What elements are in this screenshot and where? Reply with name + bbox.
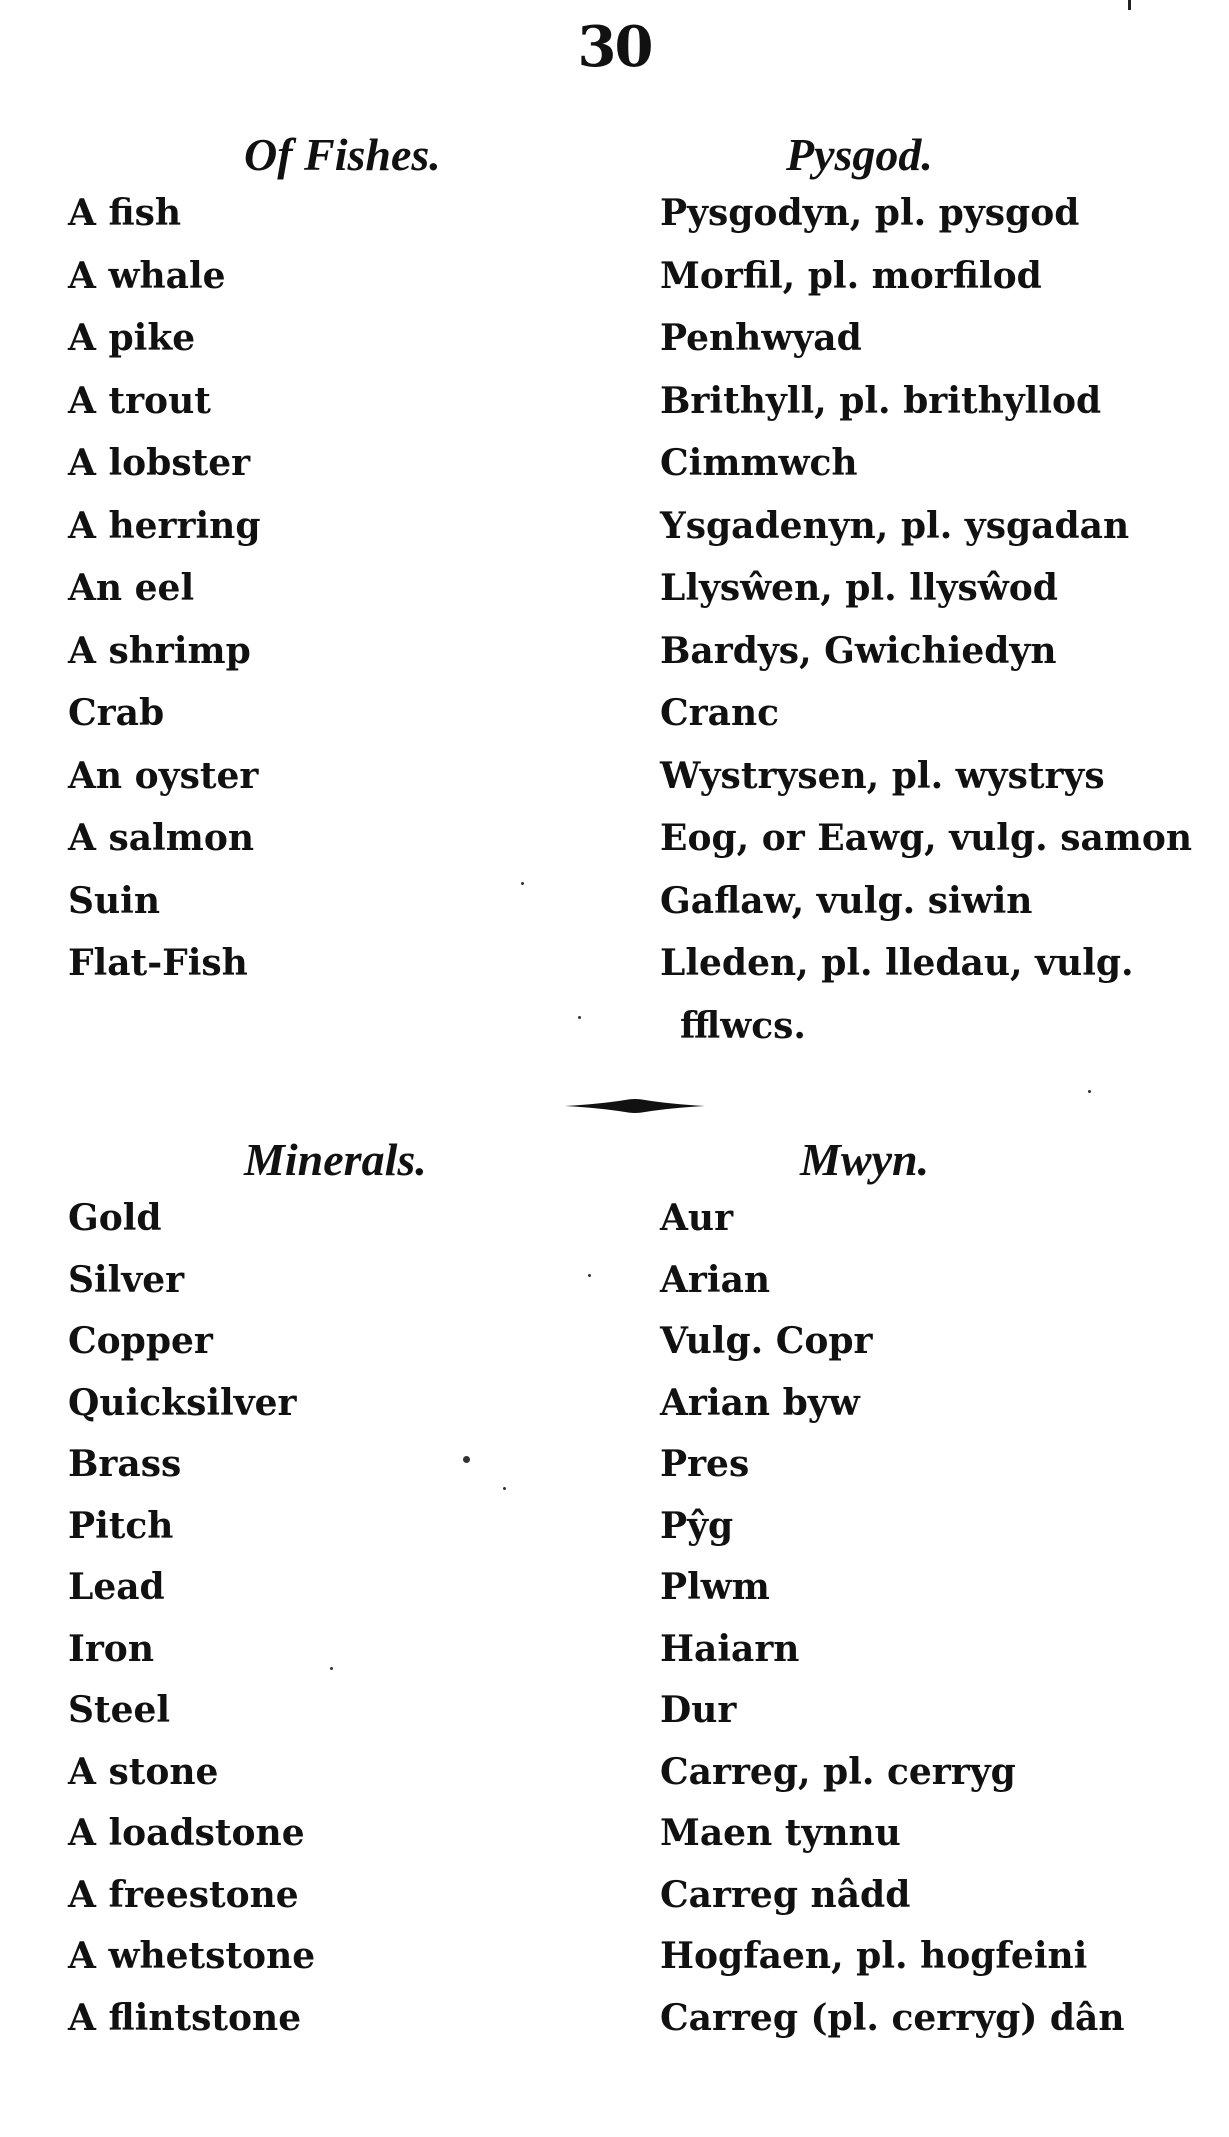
fishes-section (0, 128, 1229, 1069)
list-item (0, 442, 1229, 505)
english-term: Iron (68, 1627, 154, 1670)
list-item (0, 880, 1229, 943)
welsh-term: Morfil, pl. morfilod (660, 254, 1042, 297)
page-number: 30 (577, 14, 652, 80)
welsh-term: Pŷg (660, 1504, 734, 1547)
ornamental-divider-icon (565, 1098, 705, 1114)
list-item (0, 1628, 1229, 1690)
english-term: A flintstone (68, 1996, 302, 2039)
print-speck (463, 1456, 470, 1463)
english-term: A shrimp (68, 629, 251, 672)
welsh-term: Cranc (660, 692, 780, 734)
list-item (0, 192, 1229, 255)
minerals-headings (0, 1133, 1229, 1201)
list-item (0, 255, 1229, 318)
english-term: An eel (68, 567, 195, 609)
print-speck (521, 882, 524, 885)
welsh-term: Lleden, pl. lledau, vulg. (660, 942, 1134, 984)
list-item (0, 1935, 1229, 1997)
welsh-term: Wystrysen, pl. wystrys (660, 754, 1105, 797)
minerals-list (0, 1197, 1229, 2058)
list-item (0, 1505, 1229, 1567)
list-item (0, 1812, 1229, 1874)
minerals-heading-welsh: Mwyn. (800, 1134, 930, 1185)
welsh-term: Vulg. Copr (660, 1320, 873, 1362)
list-item (0, 1689, 1229, 1751)
english-term: A trout (68, 379, 211, 422)
fishes-list (0, 192, 1229, 1065)
fishes-heading-english: Of Fishes. (244, 129, 441, 180)
english-term: Steel (68, 1689, 171, 1731)
list-item (0, 1259, 1229, 1321)
english-term: Copper (68, 1320, 213, 1362)
welsh-term: Plwm (660, 1566, 770, 1608)
english-term: Crab (68, 692, 165, 734)
welsh-term: Arian byw (660, 1381, 860, 1424)
welsh-term: Gaflaw, vulg. siwin (660, 879, 1033, 922)
english-term: A lobster (68, 442, 251, 484)
welsh-term: Hogfaen, pl. hogfeini (660, 1935, 1088, 1977)
print-speck (578, 1016, 581, 1019)
welsh-term: Penhwyad (660, 317, 862, 359)
welsh-term: Pysgodyn, pl. pysgod (660, 192, 1080, 234)
list-item (0, 1874, 1229, 1936)
list-item (0, 380, 1229, 443)
welsh-term: Arian (660, 1258, 771, 1301)
welsh-term: Llysŵen, pl. llysŵod (660, 567, 1058, 609)
list-item (0, 692, 1229, 755)
print-speck (588, 1274, 591, 1277)
print-speck (330, 1667, 333, 1670)
list-item (0, 942, 1229, 1005)
english-term: An oyster (68, 754, 259, 797)
english-term: Lead (68, 1566, 165, 1608)
list-item (0, 1997, 1229, 2059)
welsh-term: Haiarn (660, 1627, 800, 1670)
list-item (0, 1566, 1229, 1628)
english-term: Quicksilver (68, 1381, 297, 1424)
welsh-term: Maen tynnu (660, 1812, 901, 1854)
english-term: Silver (68, 1258, 185, 1301)
welsh-term: Aur (660, 1197, 734, 1239)
english-term: Flat-Fish (68, 942, 248, 984)
list-item (0, 630, 1229, 693)
list-item (0, 567, 1229, 630)
welsh-term: Bardys, Gwichiedyn (660, 629, 1057, 672)
english-term: Suin (68, 879, 161, 922)
english-term: A stone (68, 1750, 219, 1793)
corner-mark (1128, 0, 1131, 10)
english-term: A fish (68, 192, 182, 234)
english-term: Pitch (68, 1504, 174, 1547)
english-term: A freestone (68, 1873, 299, 1916)
print-speck (1088, 1090, 1091, 1093)
print-speck (503, 1487, 506, 1490)
fishes-heading-welsh: Pysgod. (786, 129, 933, 180)
list-item (0, 505, 1229, 568)
welsh-term: Cimmwch (660, 442, 858, 484)
english-term: A whale (68, 254, 226, 297)
minerals-heading-english: Minerals. (244, 1134, 427, 1185)
welsh-term: Ysgadenyn, pl. ysgadan (660, 504, 1130, 547)
list-item (0, 1197, 1229, 1259)
minerals-section (0, 1133, 1229, 2062)
list-item (0, 1751, 1229, 1813)
english-term: A whetstone (68, 1935, 316, 1977)
english-term: A pike (68, 317, 196, 359)
welsh-term: Carreg nâdd (660, 1873, 911, 1916)
list-item (0, 1320, 1229, 1382)
english-term: A loadstone (68, 1812, 305, 1854)
list-item (0, 755, 1229, 818)
list-item (0, 1443, 1229, 1505)
welsh-term-continuation: fflwcs. (680, 1004, 806, 1047)
list-item (0, 1382, 1229, 1444)
welsh-term: Pres (660, 1443, 750, 1485)
list-item (0, 817, 1229, 880)
welsh-term: Dur (660, 1689, 737, 1731)
english-term: A salmon (68, 817, 255, 859)
welsh-term: Carreg (pl. cerryg) dân (660, 1996, 1125, 2039)
english-term: Gold (68, 1197, 162, 1239)
list-item (0, 317, 1229, 380)
welsh-term: Eog, or Eawg, vulg. samon (660, 817, 1193, 859)
fishes-headings (0, 128, 1229, 196)
english-term: A herring (68, 504, 261, 547)
welsh-term: Carreg, pl. cerryg (660, 1750, 1016, 1793)
welsh-term: Brithyll, pl. brithyllod (660, 379, 1102, 422)
english-term: Brass (68, 1443, 182, 1485)
